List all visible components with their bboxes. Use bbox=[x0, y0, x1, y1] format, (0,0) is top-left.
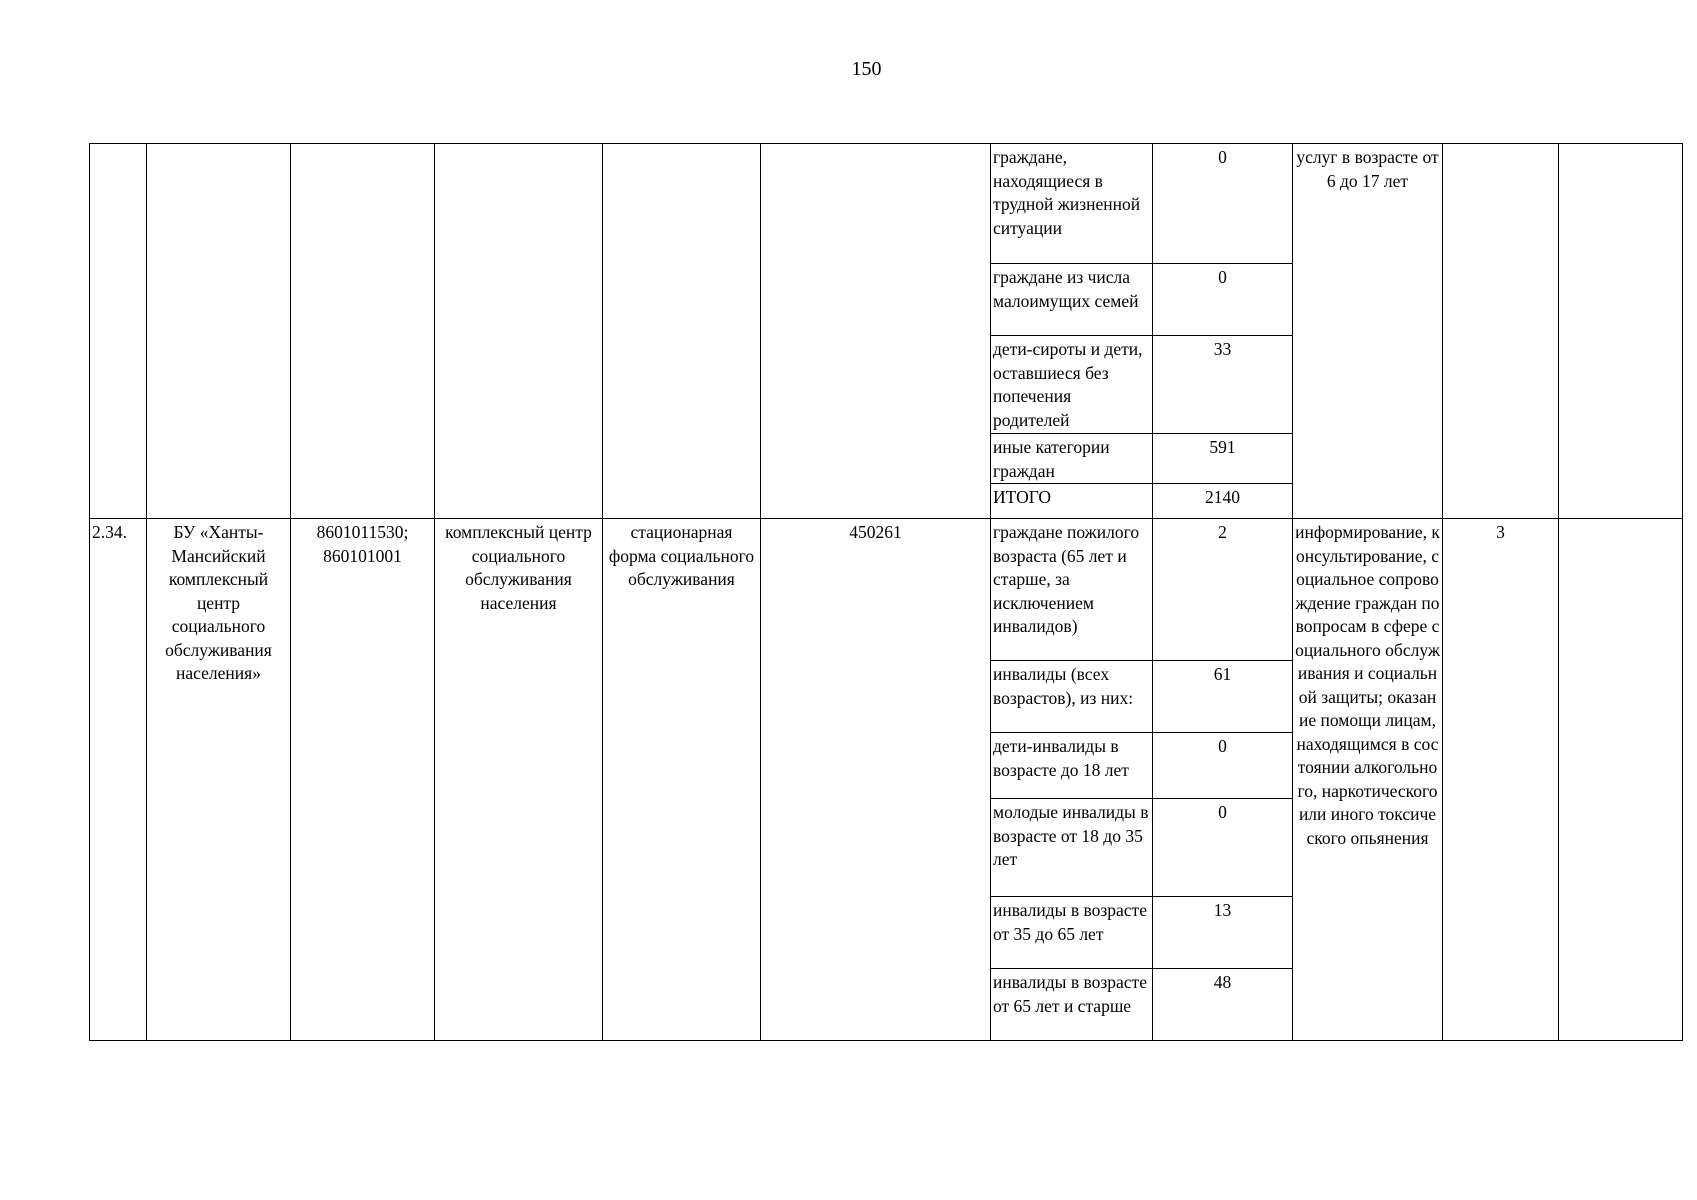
cell-organization bbox=[147, 144, 291, 519]
organization-type: комплексный центр социального обслуживания населения bbox=[435, 519, 603, 1041]
cell-value bbox=[761, 144, 991, 519]
category-count: 591 bbox=[1153, 434, 1293, 484]
category-count: 0 bbox=[1153, 144, 1293, 264]
services-cell: услуг в возрасте от 6 до 17 лет bbox=[1293, 144, 1443, 519]
category-label: инвалиды в возрасте от 65 лет и старше bbox=[991, 969, 1153, 1041]
extra-value: 3 bbox=[1443, 519, 1559, 1041]
row-number: 2.34. bbox=[90, 519, 147, 1041]
table-row bbox=[90, 519, 1683, 661]
category-count: 2140 bbox=[1153, 484, 1293, 519]
cell-codes bbox=[291, 144, 435, 519]
cell-form bbox=[603, 144, 761, 519]
category-count: 13 bbox=[1153, 897, 1293, 969]
category-count: 33 bbox=[1153, 336, 1293, 434]
cell-last bbox=[1559, 519, 1683, 1041]
cell-type bbox=[435, 144, 603, 519]
category-label: инвалиды (всех возрастов), из них: bbox=[991, 661, 1153, 733]
category-label: дети-инвалиды в возрасте до 18 лет bbox=[991, 733, 1153, 799]
cell-extra bbox=[1443, 144, 1559, 519]
page-number: 150 bbox=[851, 58, 882, 80]
services-cell: информирование, консультирование, социальное сопровождение граждан по вопросам в сфере социального обслуживания и социальной защиты; оказание помощи лицам, находящимся в состоянии алкогольного, наркотического или иного токсического опьянения bbox=[1293, 519, 1443, 1041]
category-label: иные категории граждан bbox=[991, 434, 1153, 484]
category-count: 48 bbox=[1153, 969, 1293, 1041]
table-row bbox=[90, 144, 1683, 264]
category-label: граждане, находящиеся в трудной жизненной ситуации bbox=[991, 144, 1153, 264]
category-label: граждане пожилого возраста (65 лет и старше, за исключением инвалидов) bbox=[991, 519, 1153, 661]
category-label: граждане из числа малоимущих семей bbox=[991, 264, 1153, 336]
category-count: 0 bbox=[1153, 264, 1293, 336]
service-form: стационарная форма социального обслуживания bbox=[603, 519, 761, 1041]
category-count: 61 bbox=[1153, 661, 1293, 733]
cell-number bbox=[90, 144, 147, 519]
category-count: 0 bbox=[1153, 799, 1293, 897]
cell-last bbox=[1559, 144, 1683, 519]
category-label: ИТОГО bbox=[991, 484, 1153, 519]
category-label: дети-сироты и дети, оставшиеся без попечения родителей bbox=[991, 336, 1153, 434]
category-count: 2 bbox=[1153, 519, 1293, 661]
organization-name: БУ «Ханты-Мансийский комплексный центр социального обслуживания населения» bbox=[147, 519, 291, 1041]
category-count: 0 bbox=[1153, 733, 1293, 799]
data-table bbox=[89, 143, 1683, 1041]
value-cell: 450261 bbox=[761, 519, 991, 1041]
organization-codes: 8601011530; 860101001 bbox=[291, 519, 435, 1041]
category-label: молодые инвалиды в возрасте от 18 до 35 лет bbox=[991, 799, 1153, 897]
category-label: инвалиды в возрасте от 35 до 65 лет bbox=[991, 897, 1153, 969]
